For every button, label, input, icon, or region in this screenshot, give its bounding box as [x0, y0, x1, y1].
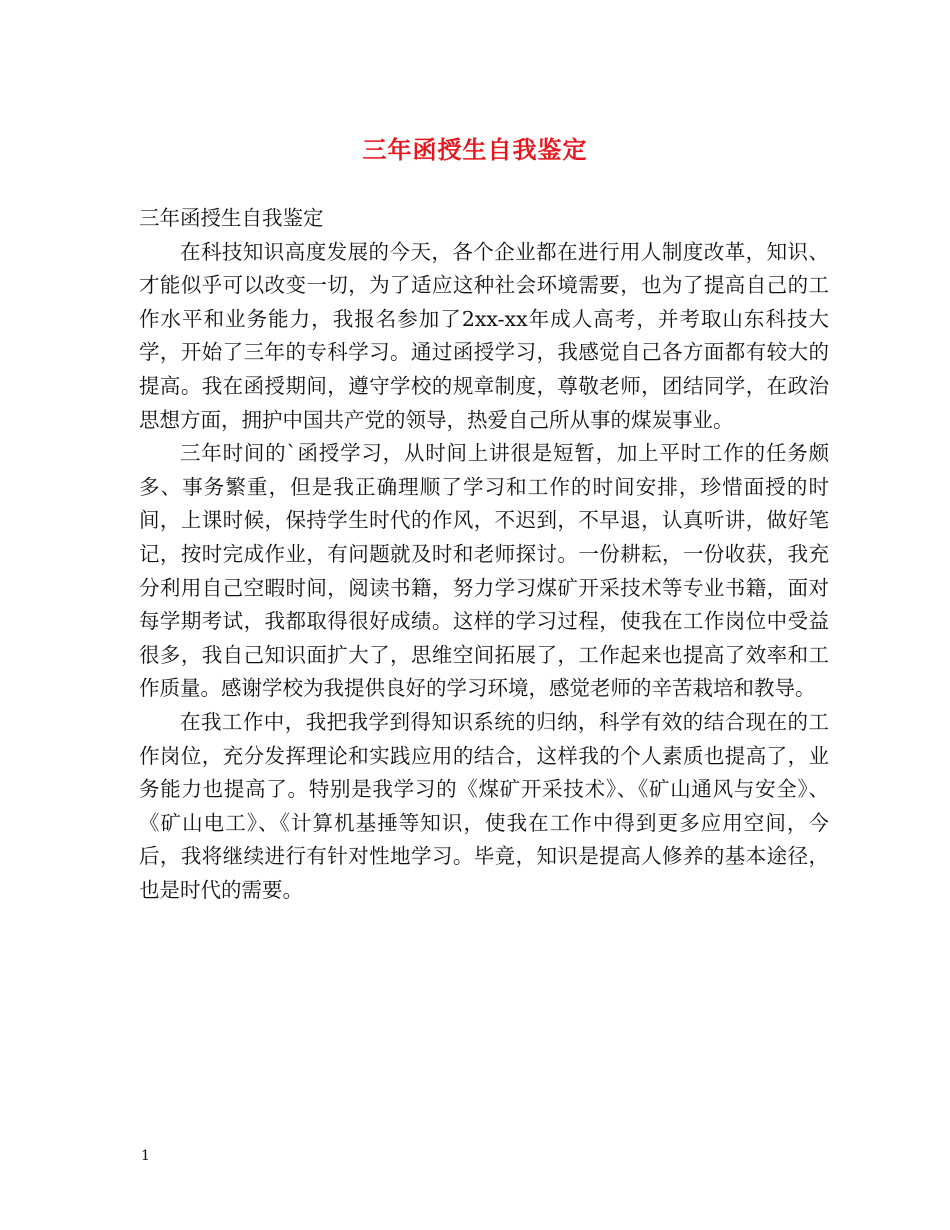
- paragraph-1: 在科技知识高度发展的今天，各个企业都在进行用人制度改革，知识、才能似乎可以改变一切，为了适应这种社会环境需要，也为了提高自己的工作水平和业务能力，我报名参加了2xx-xx年成人高考，并考取山东科技大学，开始了三年的专科学习。通过函授学习，我感觉自己各方面都有较大的提高。我在函授期间，遵守学校的规章制度，尊敬老师，团结同学，在政治思想方面，拥护中国共产党的领导，热爱自己所从事的煤炭事业。: [139, 239, 829, 432]
- paragraph-2: 三年时间的`函授学习，从时间上讲很是短暂，加上平时工作的任务颇多、事务繁重，但是我正确理顺了学习和工作的时间安排，珍惜面授的时间，上课时候，保持学生时代的作风，不迟到，不早退，认真听讲，做好笔记，按时完成作业，有问题就及时和老师探讨。一份耕耘，一份收获，我充分利用自己空暇时间，阅读书籍，努力学习煤矿开采技术等专业书籍，面对每学期考试，我都取得很好成绩。这样的学习过程，使我在工作岗位中受益很多，我自己知识面扩大了，思维空间拓展了，工作起来也提高了效率和工作质量。感谢学校为我提供良好的学习环境，感觉老师的辛苦栽培和教导。: [139, 441, 829, 701]
- document-body: [139, 202, 829, 907]
- document-subtitle: 三年函授生自我鉴定: [139, 206, 324, 230]
- paragraph-3: 在我工作中，我把我学到得知识系统的归纳，科学有效的结合现在的工作岗位，充分发挥理论和实践应用的结合，这样我的个人素质也提高了，业务能力也提高了。特别是我学习的《煤矿开采技术》、《矿山通风与安全》、《矿山电工》、《计算机基捶等知识，使我在工作中得到更多应用空间，今后，我将继续进行有针对性地学习。毕竟，知识是提高人修养的基本途径，也是时代的需要。: [139, 709, 829, 902]
- page-number: 1: [141, 1148, 150, 1164]
- document-title: 三年函授生自我鉴定: [362, 135, 588, 164]
